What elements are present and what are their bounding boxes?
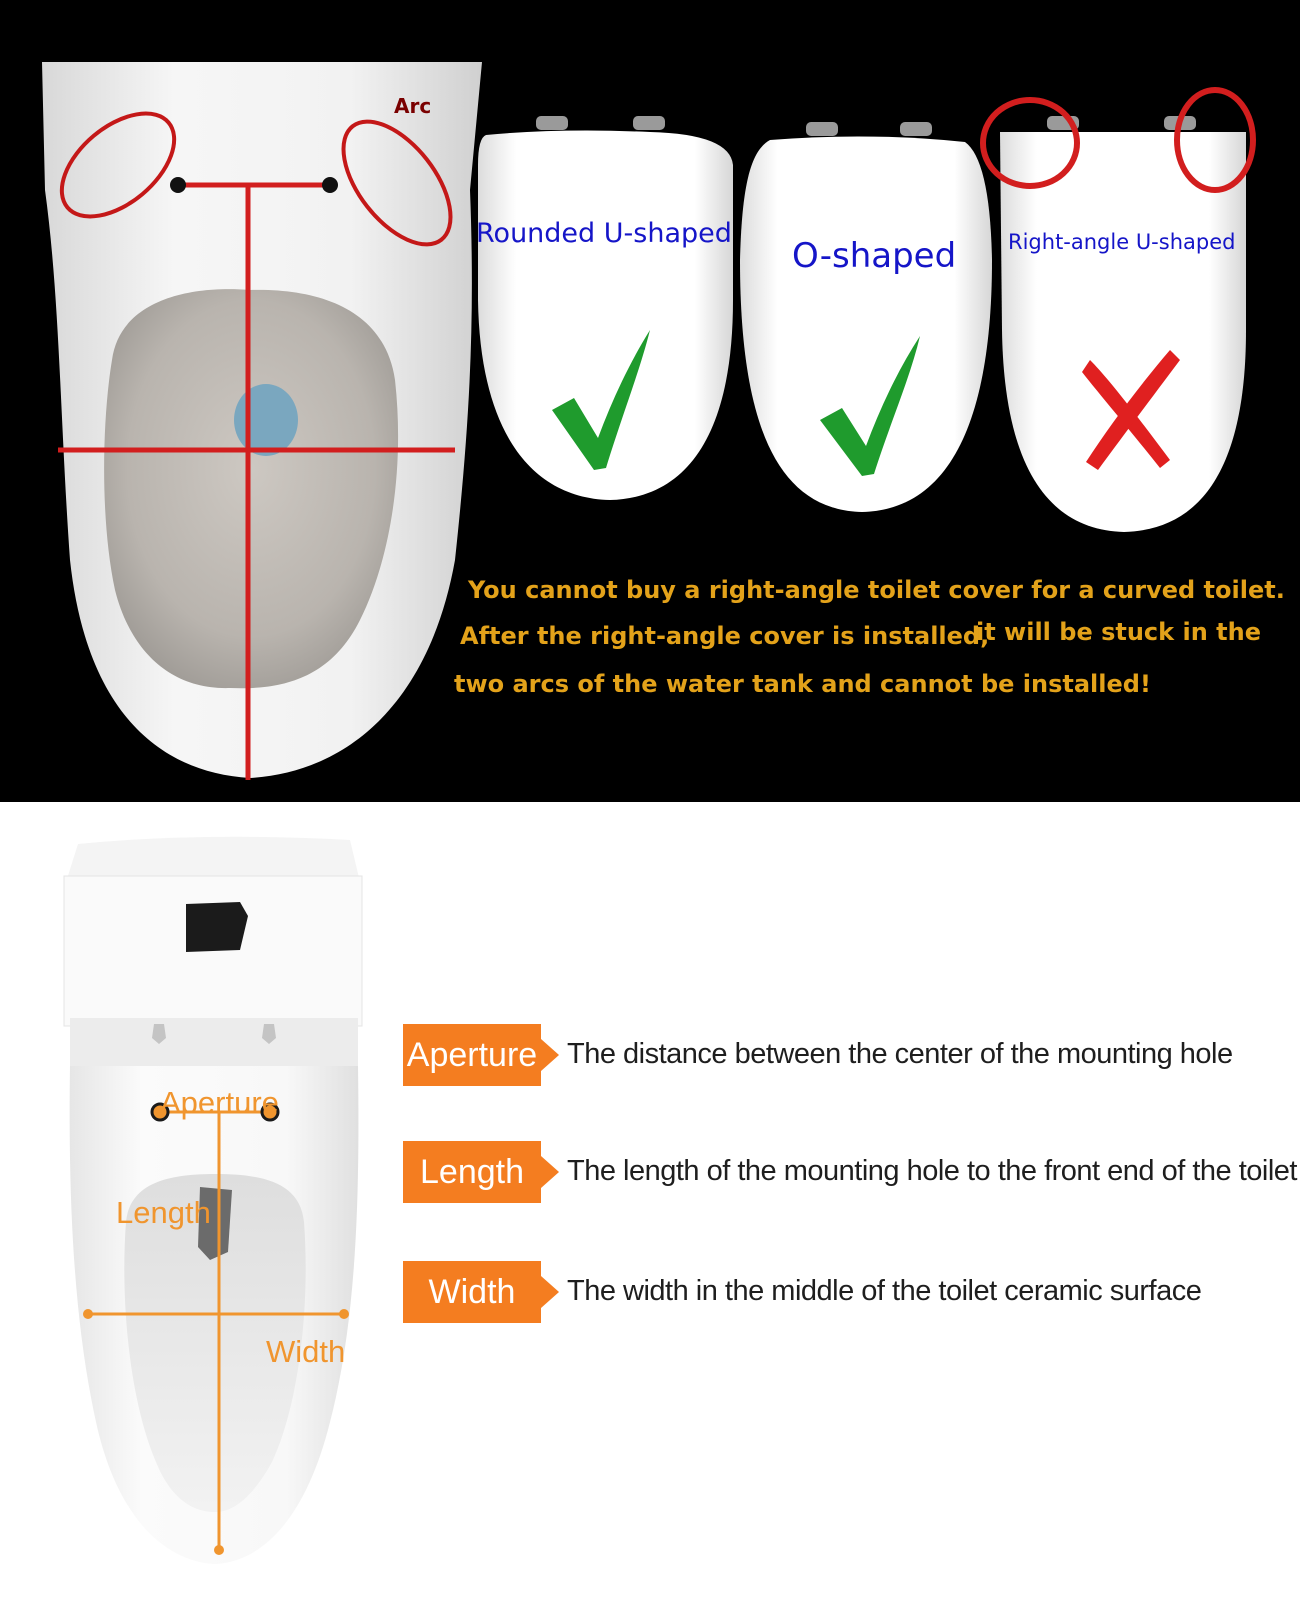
- seat-label-rounded-u: Rounded U-shaped: [476, 218, 732, 249]
- flush-button-icon: [186, 902, 248, 952]
- notice-line-2b: it will be stuck in the: [976, 618, 1261, 646]
- notice-line-1: You cannot buy a right-angle toilet cover for a curved toilet.: [468, 576, 1285, 604]
- seat-label-right-angle-u: Right-angle U-shaped: [1008, 230, 1236, 254]
- seat-right-angle-u: [983, 90, 1253, 532]
- spec-description-length: The length of the mounting hole to the front end of the toilet: [567, 1155, 1297, 1187]
- notice-line-3: two arcs of the water tank and cannot be installed!: [454, 670, 1151, 698]
- seat-label-o-shaped: O-shaped: [792, 236, 957, 276]
- toilet-front-view: [64, 837, 362, 1564]
- spec-description-aperture: The distance between the center of the mounting hole: [567, 1038, 1233, 1070]
- spec-tag-length: Length: [403, 1141, 541, 1203]
- arrow-right-icon: [541, 1156, 559, 1188]
- drain-hole: [234, 384, 298, 456]
- diagram-label-length: Length: [116, 1195, 211, 1230]
- spec-tag-aperture: Aperture: [403, 1024, 541, 1086]
- spec-tag-width: Width: [403, 1261, 541, 1323]
- diagram-label-aperture: Aperture: [160, 1085, 279, 1120]
- toilet-top-view: [42, 62, 482, 780]
- arc-label: Arc: [394, 94, 432, 118]
- arrow-right-icon: [541, 1039, 559, 1071]
- notice-line-2a: After the right-angle cover is installed,: [460, 622, 990, 650]
- diagram-label-width: Width: [266, 1334, 346, 1369]
- measurement-guide-panel: [0, 802, 1300, 1600]
- arrow-right-icon: [541, 1276, 559, 1308]
- spec-description-width: The width in the middle of the toilet ceramic surface: [567, 1275, 1202, 1307]
